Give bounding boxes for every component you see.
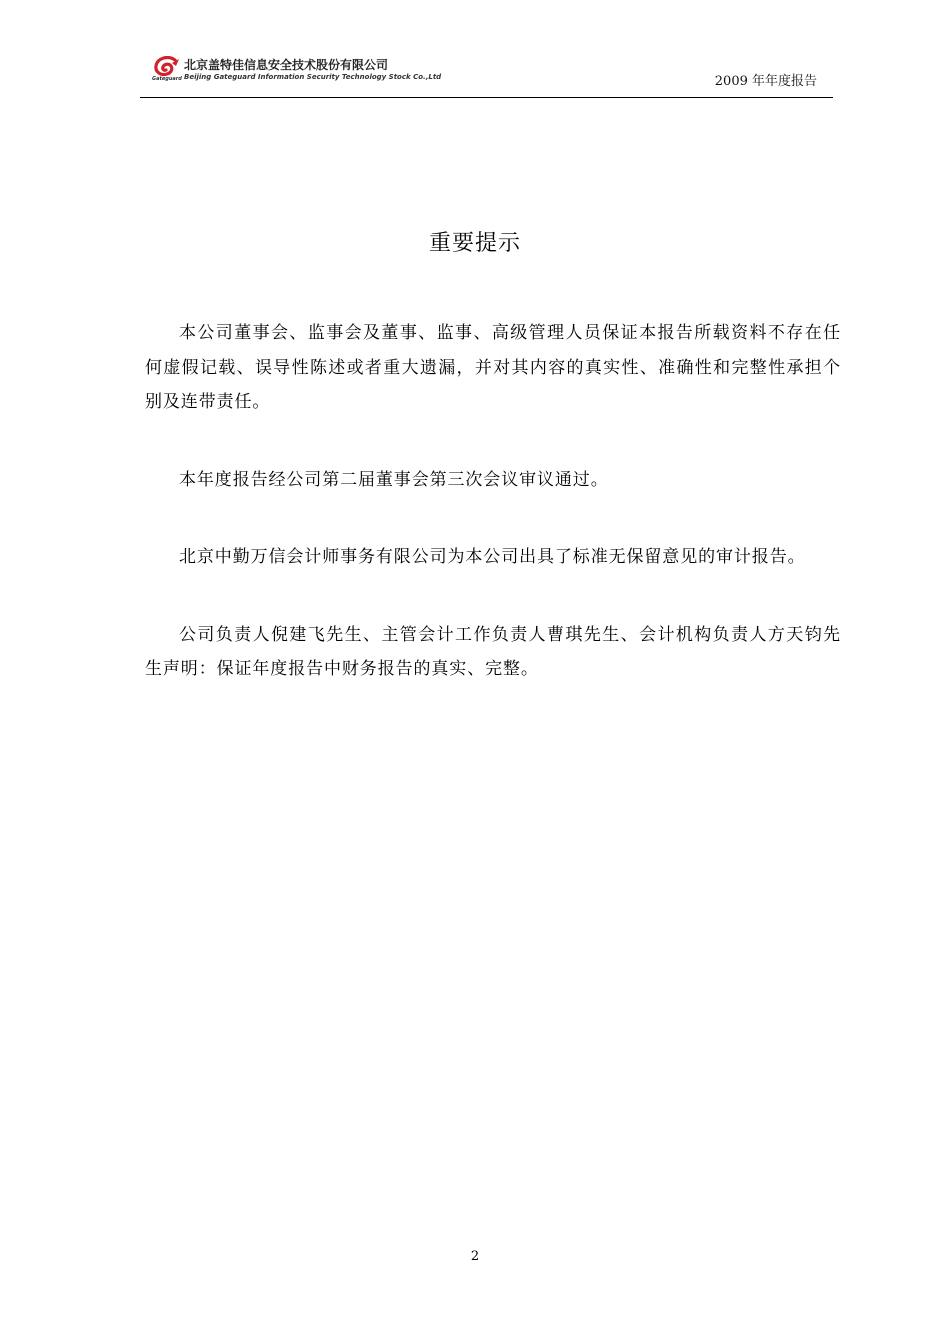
company-name-cn: 北京盖特佳信息安全技术股份有限公司 — [184, 58, 389, 72]
header-divider — [140, 97, 833, 98]
paragraph-approval: 本年度报告经公司第二届董事会第三次会议审议通过。 — [179, 469, 609, 490]
notice-body — [145, 316, 841, 730]
company-name-en: Beijing Gateguard Information Security Technology Stock Co.,Ltd — [184, 73, 442, 81]
paragraph-audit: 北京中勤万信会计师事务有限公司为本公司出具了标准无保留意见的审计报告。 — [179, 547, 806, 567]
gateguard-logo-icon — [154, 56, 180, 78]
report-label: 2009 年年度报告 — [714, 74, 817, 89]
paragraph-responsibility: 本公司董事会、监事会及董事、监事、高级管理人员保证本报告所载资料不存在任何虚假记载、误导性陈述或者重大遗漏，并对其内容的真实性、准确性和完整性承担个别及连带责任。 — [145, 323, 841, 412]
page-title: 重要提示 — [428, 231, 521, 256]
page-number: 2 — [470, 1249, 480, 1264]
logo-wordmark: Gateguard — [152, 76, 182, 82]
paragraph-declaration: 公司负责人倪建飞先生、主管会计工作负责人曹琪先生、会计机构负责人方天钧先生声明：保证年度报告中财务报告的真实、完整。 — [145, 624, 841, 679]
page-header — [140, 52, 833, 98]
